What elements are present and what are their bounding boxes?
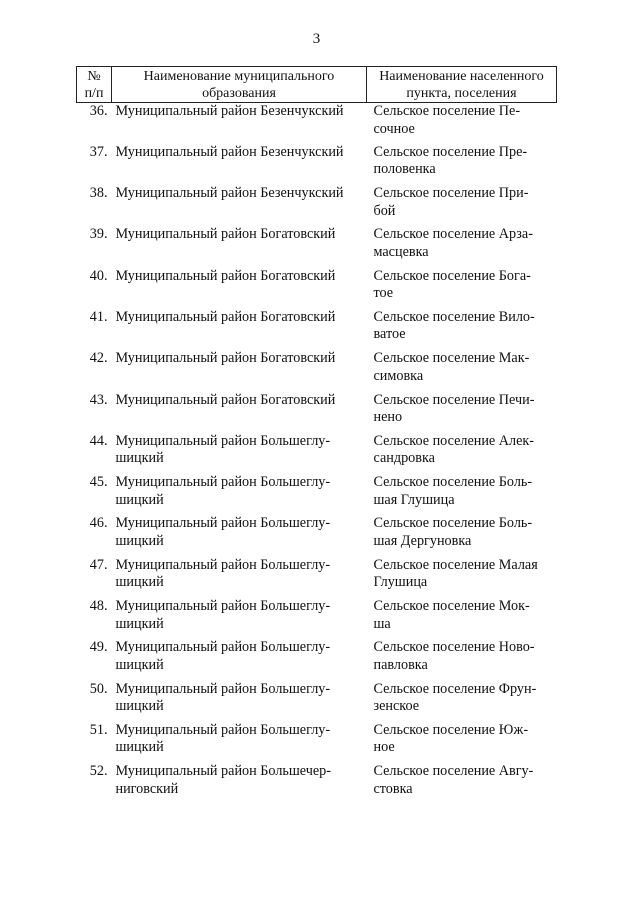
- municipality-line: Муниципальный район Большеглу-: [115, 598, 331, 615]
- header-number: [77, 67, 112, 103]
- settlement-line: Сельское поселение Ново-: [373, 639, 535, 656]
- settlement-line: Сельское поселение Пре-: [373, 143, 528, 160]
- header-municipality-line: образования: [202, 86, 276, 101]
- municipality-line: Муниципальный район Большеглу-: [115, 639, 331, 656]
- municipality-line: Муниципальный район Большечер-: [115, 763, 331, 780]
- header-number-line: п/п: [84, 86, 104, 101]
- settlement-line: павловка: [373, 656, 428, 673]
- row-number: 47.: [89, 556, 108, 573]
- settlement-line: половенка: [373, 161, 436, 178]
- settlement-line: сочное: [373, 120, 415, 137]
- municipality-cell: [112, 722, 367, 763]
- table-row: [77, 515, 557, 556]
- settlement-cell: [367, 226, 557, 267]
- municipality-line: шицкий: [115, 656, 164, 673]
- page-number: 3: [312, 31, 321, 47]
- table-row: [77, 433, 557, 474]
- settlement-line: нено: [373, 409, 403, 426]
- municipality-line: ниговский: [115, 780, 179, 797]
- municipality-line: Муниципальный район Большеглу-: [115, 474, 331, 491]
- settlement-line: зенское: [373, 698, 420, 715]
- settlement-line: сандровка: [373, 450, 435, 467]
- municipality-line: Муниципальный район Богатовский: [115, 391, 336, 408]
- table-body: [77, 103, 557, 805]
- settlement-line: Сельское поселение Юж-: [373, 721, 529, 738]
- header-number-line: №: [87, 69, 101, 84]
- settlement-cell: [367, 639, 557, 680]
- settlement-line: ватое: [373, 326, 406, 343]
- settlement-cell: [367, 268, 557, 309]
- table-row: [77, 474, 557, 515]
- settlement-cell: [367, 392, 557, 433]
- table-row: [77, 226, 557, 267]
- municipality-line: шицкий: [115, 574, 164, 591]
- table-row: [77, 722, 557, 763]
- settlement-line: Сельское поселение Арза-: [373, 226, 533, 243]
- table-row: [77, 557, 557, 598]
- municipality-cell: [112, 350, 367, 391]
- row-number: 51.: [89, 721, 108, 738]
- settlement-cell: [367, 185, 557, 226]
- settlement-line: ное: [373, 739, 395, 756]
- header-row: [77, 67, 557, 103]
- municipality-cell: [112, 598, 367, 639]
- municipality-line: Муниципальный район Большеглу-: [115, 721, 331, 738]
- settlement-line: шая Дергуновка: [373, 532, 472, 549]
- municipality-line: Муниципальный район Богатовский: [115, 308, 336, 325]
- municipality-line: Муниципальный район Безенчукский: [115, 185, 344, 202]
- settlement-line: масцевка: [373, 243, 429, 260]
- table-row: [77, 309, 557, 350]
- settlement-line: Сельское поселение Алек-: [373, 432, 535, 449]
- row-number: 52.: [89, 763, 108, 780]
- settlement-cell: [367, 722, 557, 763]
- settlement-line: стовка: [373, 780, 413, 797]
- header-settlement-line: Наименование населенного: [379, 69, 544, 84]
- settlement-cell: [367, 474, 557, 515]
- municipality-cell: [112, 639, 367, 680]
- municipality-line: Муниципальный район Большеглу-: [115, 556, 331, 573]
- settlement-cell: [367, 309, 557, 350]
- settlement-line: Сельское поселение Мок-: [373, 598, 530, 615]
- settlement-line: Сельское поселение При-: [373, 185, 529, 202]
- table-row: [77, 763, 557, 804]
- table-row: [77, 185, 557, 226]
- municipality-cell: [112, 144, 367, 185]
- table-row: [77, 392, 557, 433]
- row-number: 48.: [89, 598, 108, 615]
- settlement-cell: [367, 144, 557, 185]
- municipality-line: шицкий: [115, 532, 164, 549]
- row-number: 42.: [89, 350, 108, 367]
- row-number: 37.: [89, 143, 108, 160]
- municipality-line: Муниципальный район Богатовский: [115, 226, 336, 243]
- header-settlement-line: пункта, поселения: [406, 86, 517, 101]
- table-row: [77, 350, 557, 391]
- municipality-line: Муниципальный район Безенчукский: [115, 143, 344, 160]
- municipality-cell: [112, 309, 367, 350]
- table-row: [77, 268, 557, 309]
- municipality-line: Муниципальный район Большеглу-: [115, 680, 331, 697]
- header-municipality: [112, 67, 367, 103]
- settlement-line: тое: [373, 285, 394, 302]
- settlement-line: Сельское поселение Боль-: [373, 515, 533, 532]
- row-number: 46.: [89, 515, 108, 532]
- municipality-line: Муниципальный район Большеглу-: [115, 432, 331, 449]
- row-number: 43.: [89, 391, 108, 408]
- settlement-line: шая Глушица: [373, 491, 455, 508]
- settlement-line: ша: [373, 615, 391, 632]
- municipality-cell: [112, 515, 367, 556]
- table-header: [77, 67, 557, 103]
- table-row: [77, 681, 557, 722]
- municipality-line: шицкий: [115, 615, 164, 632]
- municipality-cell: [112, 557, 367, 598]
- municipality-cell: [112, 392, 367, 433]
- settlement-line: Глушица: [373, 574, 428, 591]
- table-row: [77, 639, 557, 680]
- settlement-line: Сельское поселение Мак-: [373, 350, 530, 367]
- settlement-line: бой: [373, 202, 396, 219]
- settlement-line: Сельское поселение Вило-: [373, 308, 535, 325]
- settlement-cell: [367, 433, 557, 474]
- settlement-line: Сельское поселение Авгу-: [373, 763, 534, 780]
- row-number: 40.: [89, 267, 108, 284]
- municipality-line: шицкий: [115, 450, 164, 467]
- settlement-line: Сельское поселение Печи-: [373, 391, 535, 408]
- settlement-cell: [367, 515, 557, 556]
- table-row: [77, 598, 557, 639]
- row-number: 39.: [89, 226, 108, 243]
- settlement-cell: [367, 598, 557, 639]
- settlements-table: [76, 66, 557, 805]
- settlement-cell: [367, 763, 557, 804]
- municipality-cell: [112, 433, 367, 474]
- settlement-line: симовка: [373, 367, 424, 384]
- row-number: 38.: [89, 185, 108, 202]
- row-number: 45.: [89, 474, 108, 491]
- municipality-cell: [112, 681, 367, 722]
- municipality-cell: [112, 103, 367, 144]
- table-row: [77, 144, 557, 185]
- header-settlement: [367, 67, 557, 103]
- municipality-cell: [112, 268, 367, 309]
- municipality-line: шицкий: [115, 739, 164, 756]
- municipality-line: Муниципальный район Безенчукский: [115, 103, 344, 119]
- settlement-cell: [367, 103, 557, 144]
- row-number: 41.: [89, 308, 108, 325]
- table-row: [77, 103, 557, 144]
- municipality-cell: [112, 763, 367, 804]
- row-number: 50.: [89, 680, 108, 697]
- row-number: 49.: [89, 639, 108, 656]
- municipality-cell: [112, 474, 367, 515]
- header-municipality-line: Наименование муниципального: [143, 69, 335, 84]
- municipality-cell: [112, 226, 367, 267]
- municipality-line: Муниципальный район Большеглу-: [115, 515, 331, 532]
- municipality-line: шицкий: [115, 698, 164, 715]
- settlement-line: Сельское поселение Бога-: [373, 267, 531, 284]
- settlement-line: Сельское поселение Пе-: [373, 103, 521, 119]
- municipality-cell: [112, 185, 367, 226]
- settlement-cell: [367, 681, 557, 722]
- settlement-line: Сельское поселение Фрун-: [373, 680, 537, 697]
- settlement-cell: [367, 557, 557, 598]
- municipality-line: Муниципальный район Богатовский: [115, 267, 336, 284]
- settlement-line: Сельское поселение Боль-: [373, 474, 533, 491]
- municipality-line: Муниципальный район Богатовский: [115, 350, 336, 367]
- row-number: 36.: [89, 103, 108, 119]
- row-number: 44.: [89, 432, 108, 449]
- municipality-line: шицкий: [115, 491, 164, 508]
- settlement-cell: [367, 350, 557, 391]
- settlement-line: Сельское поселение Малая: [373, 556, 538, 573]
